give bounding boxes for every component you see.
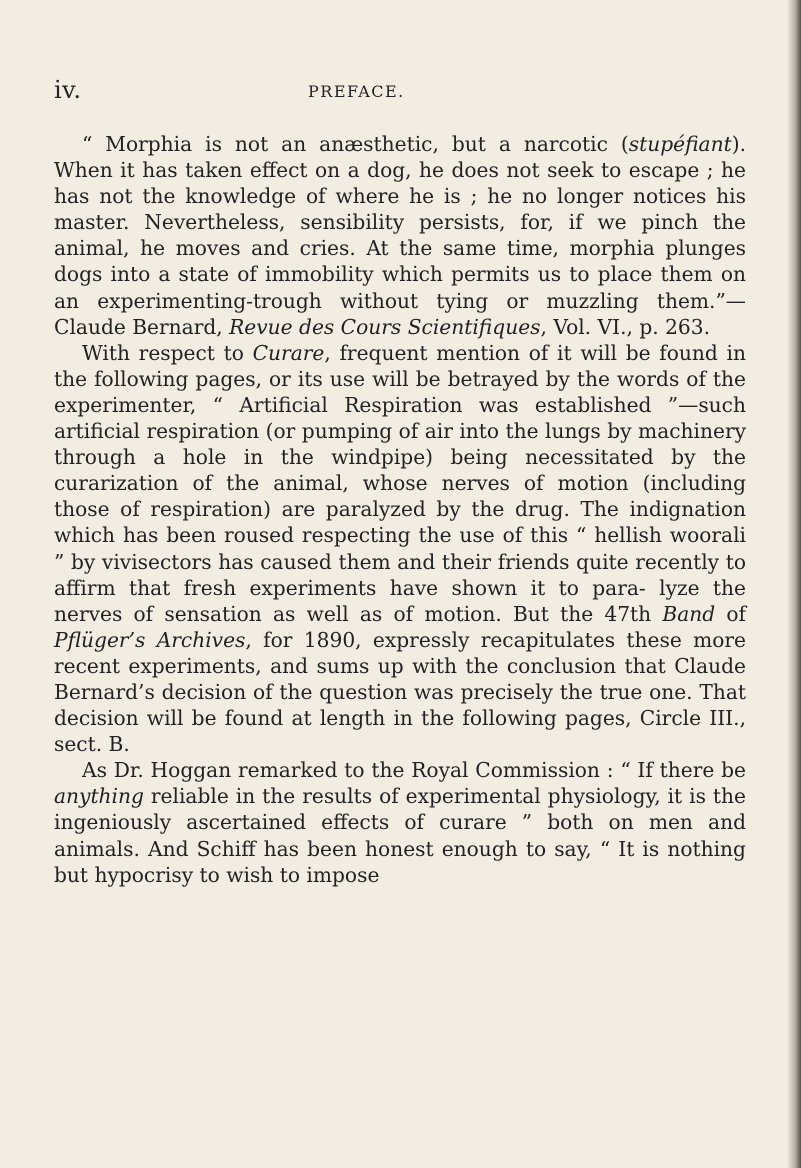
- paragraph-curare: [54, 340, 746, 758]
- italic-term-curare: Curare: [252, 340, 325, 365]
- italic-term-anything: anything: [54, 784, 144, 809]
- text-run: “ Morphia is not an anæsthetic, but a narcotic (: [82, 132, 629, 156]
- text-run: of: [715, 601, 746, 626]
- italic-term-band: Band: [662, 601, 716, 626]
- paragraph-hoggan: [54, 757, 746, 887]
- text-run: reliable in the results of experimental physiology, it is the ingeniously ascertained effects of curare ” both on men and animals. And Schiff has been honest enough to say, “ It is nothing but hypocrisy to wish to impose: [54, 784, 746, 887]
- page-edge-shadow: [787, 0, 801, 1168]
- page-number: iv.: [54, 76, 82, 104]
- body-text: [54, 131, 746, 888]
- text-run: With respect to: [82, 340, 253, 365]
- running-head: PREFACE.: [308, 82, 405, 101]
- italic-citation-pfluger: Pflüger’s Archives: [54, 627, 246, 652]
- paragraph-morphia-quote: [54, 131, 746, 340]
- text-run: , Vol. VI., p. 263.: [540, 314, 711, 339]
- text-run: , for 1890, expressly recapitulates these more recent experiments, and sums up with the conclusion that Claude Bernard’s decision of the question was precisely the true one. That decision will be found at length in the following pages, Circle III., sect. B.: [54, 627, 747, 757]
- italic-term-stupefiant: stupéfiant: [628, 132, 732, 156]
- text-run: , frequent mention of it will be found in the following pages, or its use will be betrayed by the words of the experimenter, “ Artificial Respiration was established ”—such artificial respiration (or pumping of air into the lungs by machinery through a hole in the windpipe) being necessitated by the curarization of the animal, whose nerves of motion (including those of respiration) are paralyzed by the drug. The indignation which has been roused respecting the use of this “ hellish woorali ” by vivisectors has caused them and their friends quite recently to affirm that fresh experiments have shown it to para- lyze the nerves of sensation as well as of motion. But the 47th: [54, 340, 746, 626]
- text-run: As Dr. Hoggan remarked to the Royal Commission : “ If there be: [82, 758, 746, 783]
- italic-citation-revue: Revue des Cours Scientifiques: [229, 314, 541, 339]
- page-header: [0, 76, 801, 106]
- text-run: ). When it has taken effect on a dog, he does not seek to escape ; he has not the knowledge of where he is ; he no longer notices his master. Nevertheless, sensibility persists, for, if we pinch the animal, he moves and cries. At the same time, morphia plunges dogs into a state of immobility which permits us to place them on an experimenting-trough without tying or muzzling them.”—Claude Bernard,: [54, 132, 746, 339]
